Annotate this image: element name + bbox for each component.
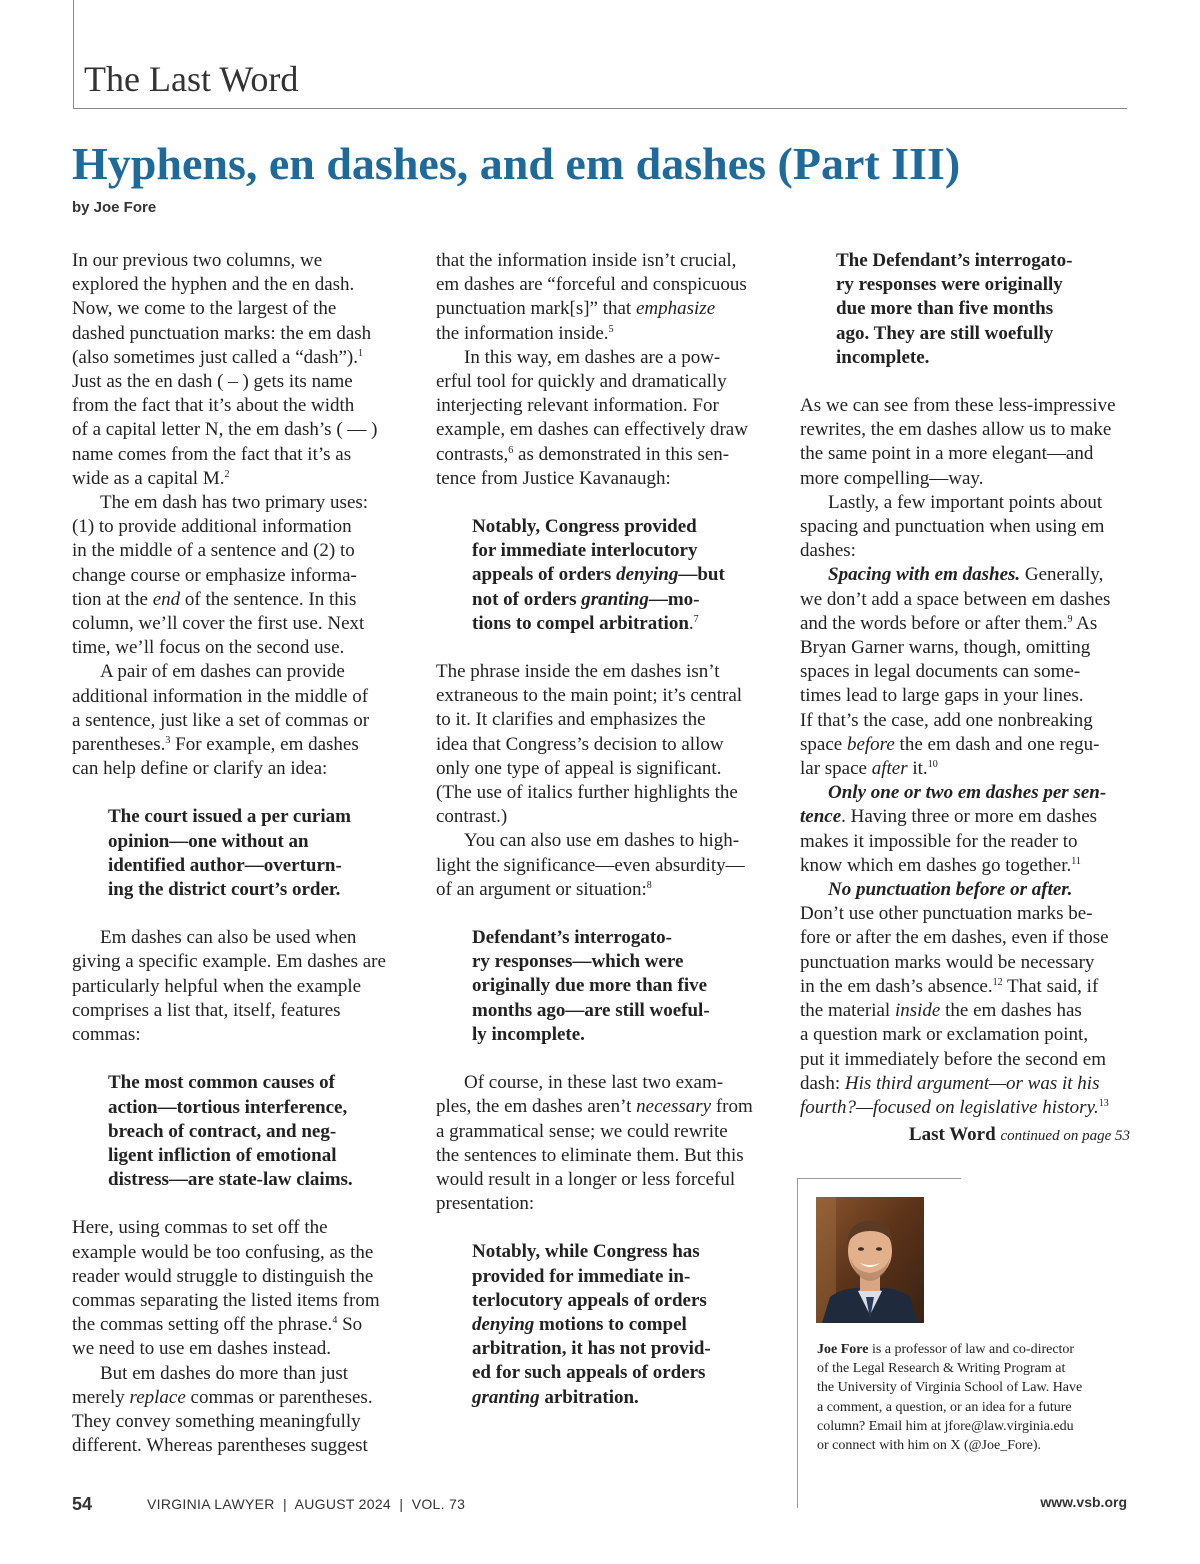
paragraph: A pair of em dashes can provide additional information in the middle of a sentence, just like a set of commas or parentheses.$^3$ For example, em dashes can help define or clarify an idea:	[72, 661, 370, 780]
block-quote: The most common causes of action—tortious interference, breach of contract, and neg- ligent infliction of emotional distress—are state-law claims.	[108, 1072, 353, 1191]
continued-note: Last Word continued on page 53	[908, 1124, 1130, 1146]
article-headline: Hyphens, en dashes, and em dashes (Part III)	[72, 138, 961, 189]
publication-info: VIRGINIA LAWYER | AUGUST 2024 | VOL. 73	[147, 1496, 466, 1512]
header-rule-vertical	[73, 0, 74, 108]
website-url: www.vsb.org	[1040, 1494, 1127, 1510]
author-name: Joe Fore	[817, 1342, 869, 1357]
block-quote: The court issued a per curiam opinion—one without an identified author—overturn- ing the district court’s order.	[108, 806, 351, 901]
paragraph: Only one or two em dashes per sen- tence. Having three or more em dashes makes it impossible for the reader to know which em dashes go together.$^{11}$	[800, 782, 1107, 876]
footnote-ref: 13	[1098, 1097, 1109, 1109]
footnote-ref: 9	[1067, 613, 1073, 625]
paragraph: No punctuation before or after. Don’t use other punctuation marks be- fore or after the em dashes, even if those punctuation marks would be necessary in the em dash’s absence.$^{12}$ That said, if the material inside the em dashes has a question mark or exclamation point, put it immediately before the second em dash: His third argument—or was it his fourth?—focused on legislative history.$^{13}$	[800, 879, 1109, 1118]
footnote-ref: 2	[224, 468, 230, 480]
paragraph: that the information inside isn’t crucial, em dashes are “forceful and conspicuous punctuation mark[s]” that emphasize the information inside.$^5$	[436, 250, 747, 344]
footnote-ref: 11	[1071, 855, 1081, 867]
block-quote: The Defendant’s interrogato- ry responses were originally due more than five months ago. They are still woefully incomplete.	[836, 250, 1073, 368]
bio-frame-rule	[797, 1178, 961, 1179]
paragraph: Spacing with em dashes. Generally, we don’t add a space between em dashes and the words before or after them.$^9$ As Bryan Garner warns, though, omitting spaces in legal documents can some- times lead to large gaps in your lines. If that’s the case, add one nonbreaking space before the em dash and one regu- lar space after it.$^{10}$	[800, 564, 1111, 780]
paragraph: In this way, em dashes are a pow- erful tool for quickly and dramatically interjecting relevant information. For example, em dashes can effectively draw contrasts,$^6$ as demonstrated in this sen- tence from Justice Kavanaugh:	[436, 346, 748, 489]
column-1	[72, 249, 402, 1458]
footnote-ref: 10	[927, 759, 938, 771]
byline: by Joe Fore	[72, 199, 157, 216]
bio-frame-rule	[797, 1178, 798, 1508]
block-quote: Notably, Congress provided for immediate interlocutory appeals of orders denying—but not of orders granting—mo- tions to compel arbitration.$^7$	[472, 516, 725, 634]
paragraph: Here, using commas to set off the example would be too confusing, as the reader would struggle to distinguish the commas separating the listed items from the commas setting off the phrase.$^4$ So we need to use em dashes instead.	[72, 1217, 380, 1360]
section-title: The Last Word	[84, 59, 299, 99]
footnote-ref: 3	[165, 735, 171, 747]
block-quote: Defendant’s interrogato- ry responses—which were originally due more than five months ago—are still woeful- ly incomplete.	[472, 927, 710, 1045]
column-3	[800, 249, 1130, 1148]
footnote-ref: 12	[992, 976, 1003, 988]
footnote-ref: 5	[608, 323, 614, 335]
author-bio: Joe Fore is a professor of law and co-director of the Legal Research & Writing Program at the University of Virginia School of Law. Have a comment, a question, or an idea for a future column? Email him at jfore@law.virginia.edu or connect with him on X (@Joe_Fore).	[817, 1342, 1083, 1454]
author-photo	[816, 1197, 924, 1323]
paragraph: You can also use em dashes to high- light the significance—even absurdity— of an argument or situation:$^8$	[436, 830, 745, 900]
paragraph: Em dashes can also be used when giving a specific example. Em dashes are particularly helpful when the example comprises a list that, itself, features commas:	[72, 927, 386, 1046]
block-quote: Notably, while Congress has provided for immediate in- terlocutory appeals of orders denying motions to compel arbitration, it has not provid- ed for such appeals of orders granting arbitration.	[472, 1241, 711, 1408]
footnote-ref: 8	[646, 879, 652, 891]
paragraph: In our previous two columns, we explored the hyphen and the en dash. Now, we come to the largest of the dashed punctuation marks: the em dash (also sometimes just called a “dash”).$^1$ Just as the en dash ( – ) gets its name from the fact that it’s about the width of a capital letter N, the em dash’s ( — ) name comes from the fact that it’s as wide as a capital M.$^2$	[72, 250, 378, 489]
paragraph: As we can see from these less-impressive rewrites, the em dashes allow us to make the same point in a more elegant—and more compelling—way.	[800, 395, 1116, 489]
page-number: 54	[72, 1494, 93, 1514]
paragraph: But em dashes do more than just merely replace commas or parentheses. They convey something meaningfully different. Whereas parentheses suggest	[72, 1362, 373, 1457]
footnote-ref: 4	[332, 1315, 338, 1327]
footnote-ref: 1	[357, 347, 363, 359]
paragraph: The phrase inside the em dashes isn’t extraneous to the main point; it’s central to it. It clarifies and emphasizes the idea that Congress’s decision to allow only one type of appeal is significant. (The use of italics further highlights the contrast.)	[436, 661, 743, 828]
paragraph: Lastly, a few important points about spacing and punctuation when using em dashes:	[800, 491, 1105, 562]
column-2	[436, 249, 766, 1410]
footnote-ref: 7	[693, 613, 699, 625]
footnote-ref: 6	[508, 444, 514, 456]
paragraph: Of course, in these last two exam- ples, the em dashes aren’t necessary from a grammatical sense; we could rewrite the sentences to eliminate them. But this would result in a longer or less forceful presentation:	[436, 1072, 753, 1215]
header-rule-horizontal	[73, 108, 1127, 109]
paragraph: The em dash has two primary uses: (1) to provide additional information in the middle of a sentence and (2) to change course or emphasize informa- tion at the end of the sentence. In this column, we’ll cover the first use. Next time, we’ll focus on the second use.	[72, 492, 369, 659]
